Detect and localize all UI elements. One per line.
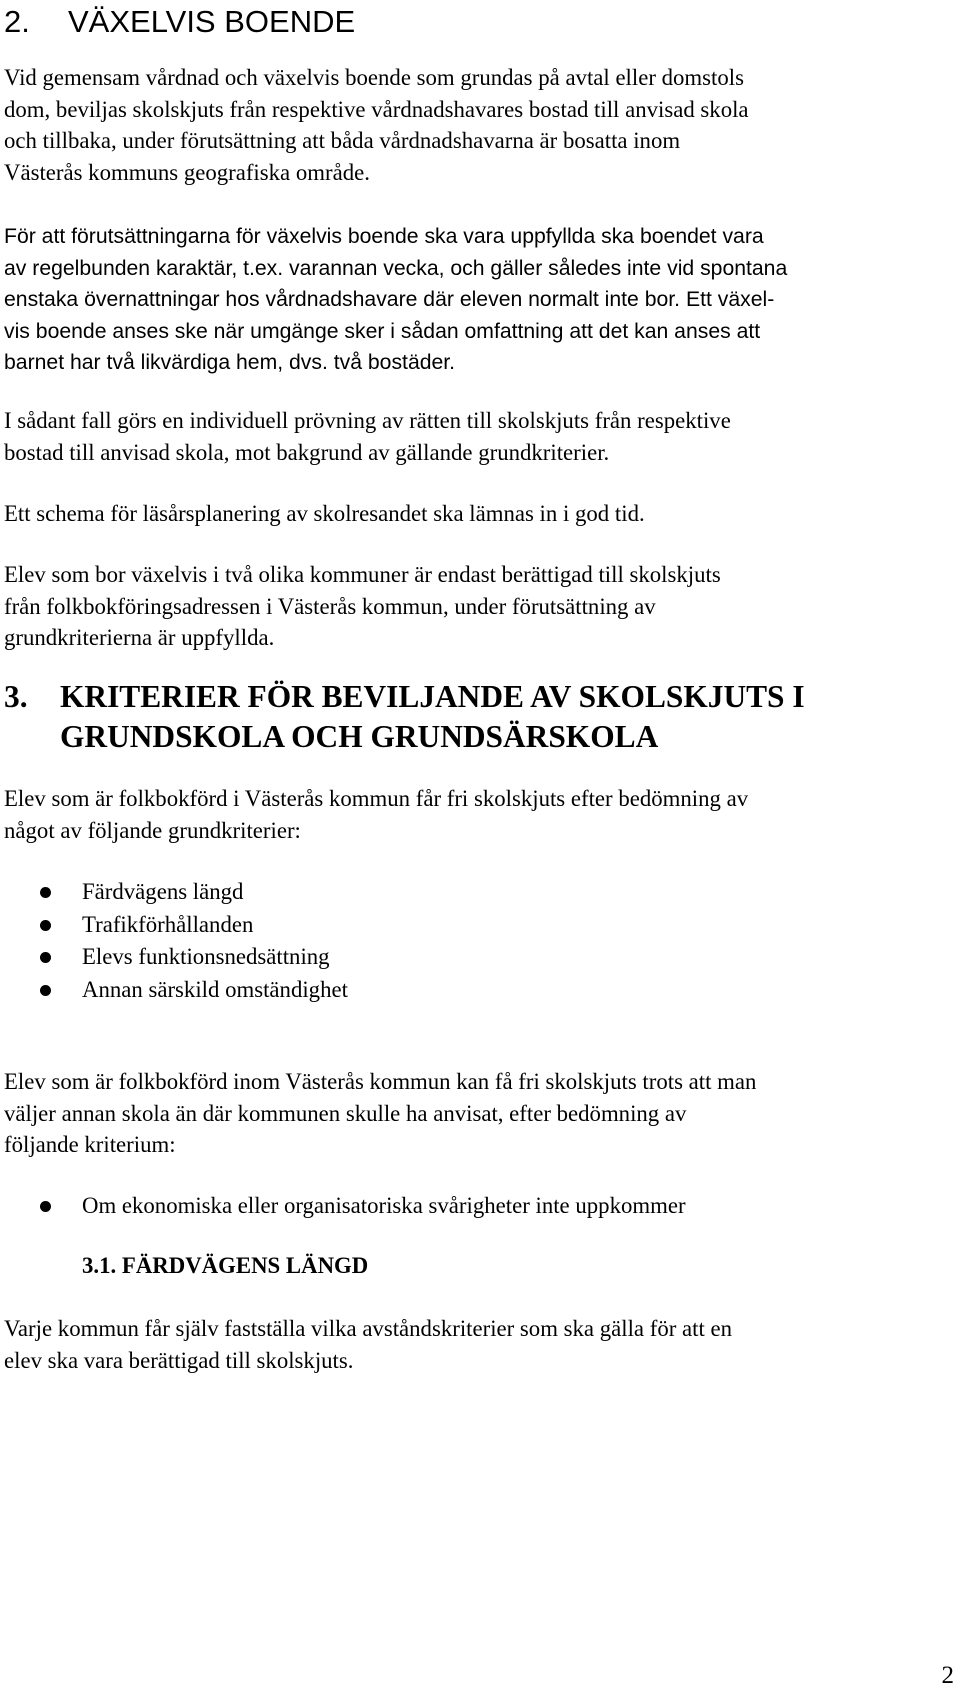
text-line: och tillbaka, under förutsättning att båda vårdnadshavarna är bosatta inom: [4, 128, 681, 153]
text-line: väljer annan skola än där kommunen skulle ha anvisat, efter bedömning av: [4, 1100, 687, 1126]
basic-criteria-list: [0, 876, 960, 1006]
text-line: barnet har två likvärdiga hem, dvs. två bostäder.: [4, 351, 456, 374]
section-number: 3.: [4, 679, 28, 714]
paragraph-shared-custody: [4, 62, 956, 188]
list-item: [0, 941, 960, 974]
list-item-label: Trafikförhållanden: [82, 911, 254, 937]
text-line: I sådant fall görs en individuell prövning av rätten till skolskjuts från respektive: [4, 408, 731, 433]
text-line: För att förutsättningarna för växelvis boende ska vara uppfyllda ska boendet vara: [4, 225, 764, 248]
bullet-icon: [40, 985, 51, 996]
paragraph-other-school-intro: [4, 1066, 956, 1161]
text-line: av regelbunden karaktär, t.ex. varannan vecka, och gäller således inte vid spontana: [4, 256, 788, 280]
paragraph-conditions: [4, 221, 956, 379]
text-line: enstaka övernattningar hos vårdnadshavare där eleven normalt inte bor. Ett växel-: [4, 288, 775, 311]
paragraph-basic-criteria-intro: [4, 783, 956, 846]
text-line: Elev som är folkbokförd i Västerås kommun får fri skolskjuts efter bedömning av: [4, 786, 749, 811]
section-3-1-heading: 3.1. FÄRDVÄGENS LÄNGD: [82, 1253, 369, 1278]
text-line: från folkbokföringsadressen i Västerås kommun, under förutsättning av: [4, 593, 656, 619]
list-item: [0, 909, 960, 942]
paragraph-distance-criteria: [4, 1313, 956, 1376]
paragraph-two-municipalities: [4, 559, 956, 654]
text-line: följande kriterium:: [4, 1132, 176, 1157]
text-line: Vid gemensam vårdnad och växelvis boende som grundas på avtal eller domstols: [4, 65, 744, 90]
bullet-icon: [40, 920, 51, 931]
section-number: 2.: [4, 4, 30, 39]
list-item-label: Annan särskild omständighet: [82, 976, 348, 1002]
text-line: Västerås kommuns geografiska område.: [4, 159, 370, 185]
section-3-heading: [4, 677, 805, 757]
list-item: [0, 876, 960, 909]
text-line: Ett schema för läsårsplanering av skolresandet ska lämnas in i god tid.: [4, 501, 645, 526]
paragraph-schedule: [4, 498, 956, 530]
section-title: VÄXELVIS BOENDE: [68, 4, 356, 39]
page-number: 2: [941, 1662, 954, 1689]
bullet-icon: [40, 887, 51, 898]
text-line: grundkriterierna är uppfyllda.: [4, 625, 275, 650]
text-line: bostad till anvisad skola, mot bakgrund av gällande grundkriterier.: [4, 439, 610, 465]
other-school-criteria-list: [0, 1190, 960, 1223]
text-line: vis boende anses ske när umgänge sker i sådan omfattning att det kan anses att: [4, 319, 761, 343]
text-line: dom, beviljas skolskjuts från respektive vårdnadshavares bostad till anvisad skola: [4, 96, 749, 122]
list-item: [0, 974, 960, 1007]
bullet-icon: [40, 1201, 51, 1212]
list-item-label: Elevs funktionsnedsättning: [82, 944, 330, 969]
text-line: Elev som bor växelvis i två olika kommuner är endast berättigad till skolskjuts: [4, 562, 721, 587]
text-line: Elev som är folkbokförd inom Västerås kommun kan få fri skolskjuts trots att man: [4, 1069, 757, 1094]
section-title-line: KRITERIER FÖR BEVILJANDE AV SKOLSKJUTS I: [60, 679, 805, 714]
text-line: något av följande grundkriterier:: [4, 817, 301, 843]
list-item: [0, 1190, 960, 1223]
list-item-label: Om ekonomiska eller organisatoriska svårigheter inte uppkommer: [82, 1193, 686, 1218]
list-item-label: Färdvägens längd: [82, 879, 244, 904]
section-title-line: GRUNDSKOLA OCH GRUNDSÄRSKOLA: [60, 719, 659, 754]
section-2-heading: [4, 2, 355, 42]
paragraph-individual-review: [4, 405, 956, 468]
text-line: elev ska vara berättigad till skolskjuts.: [4, 1347, 354, 1373]
text-line: Varje kommun får själv fastställa vilka avståndskriterier som ska gälla för att en: [4, 1316, 733, 1341]
bullet-icon: [40, 952, 51, 963]
